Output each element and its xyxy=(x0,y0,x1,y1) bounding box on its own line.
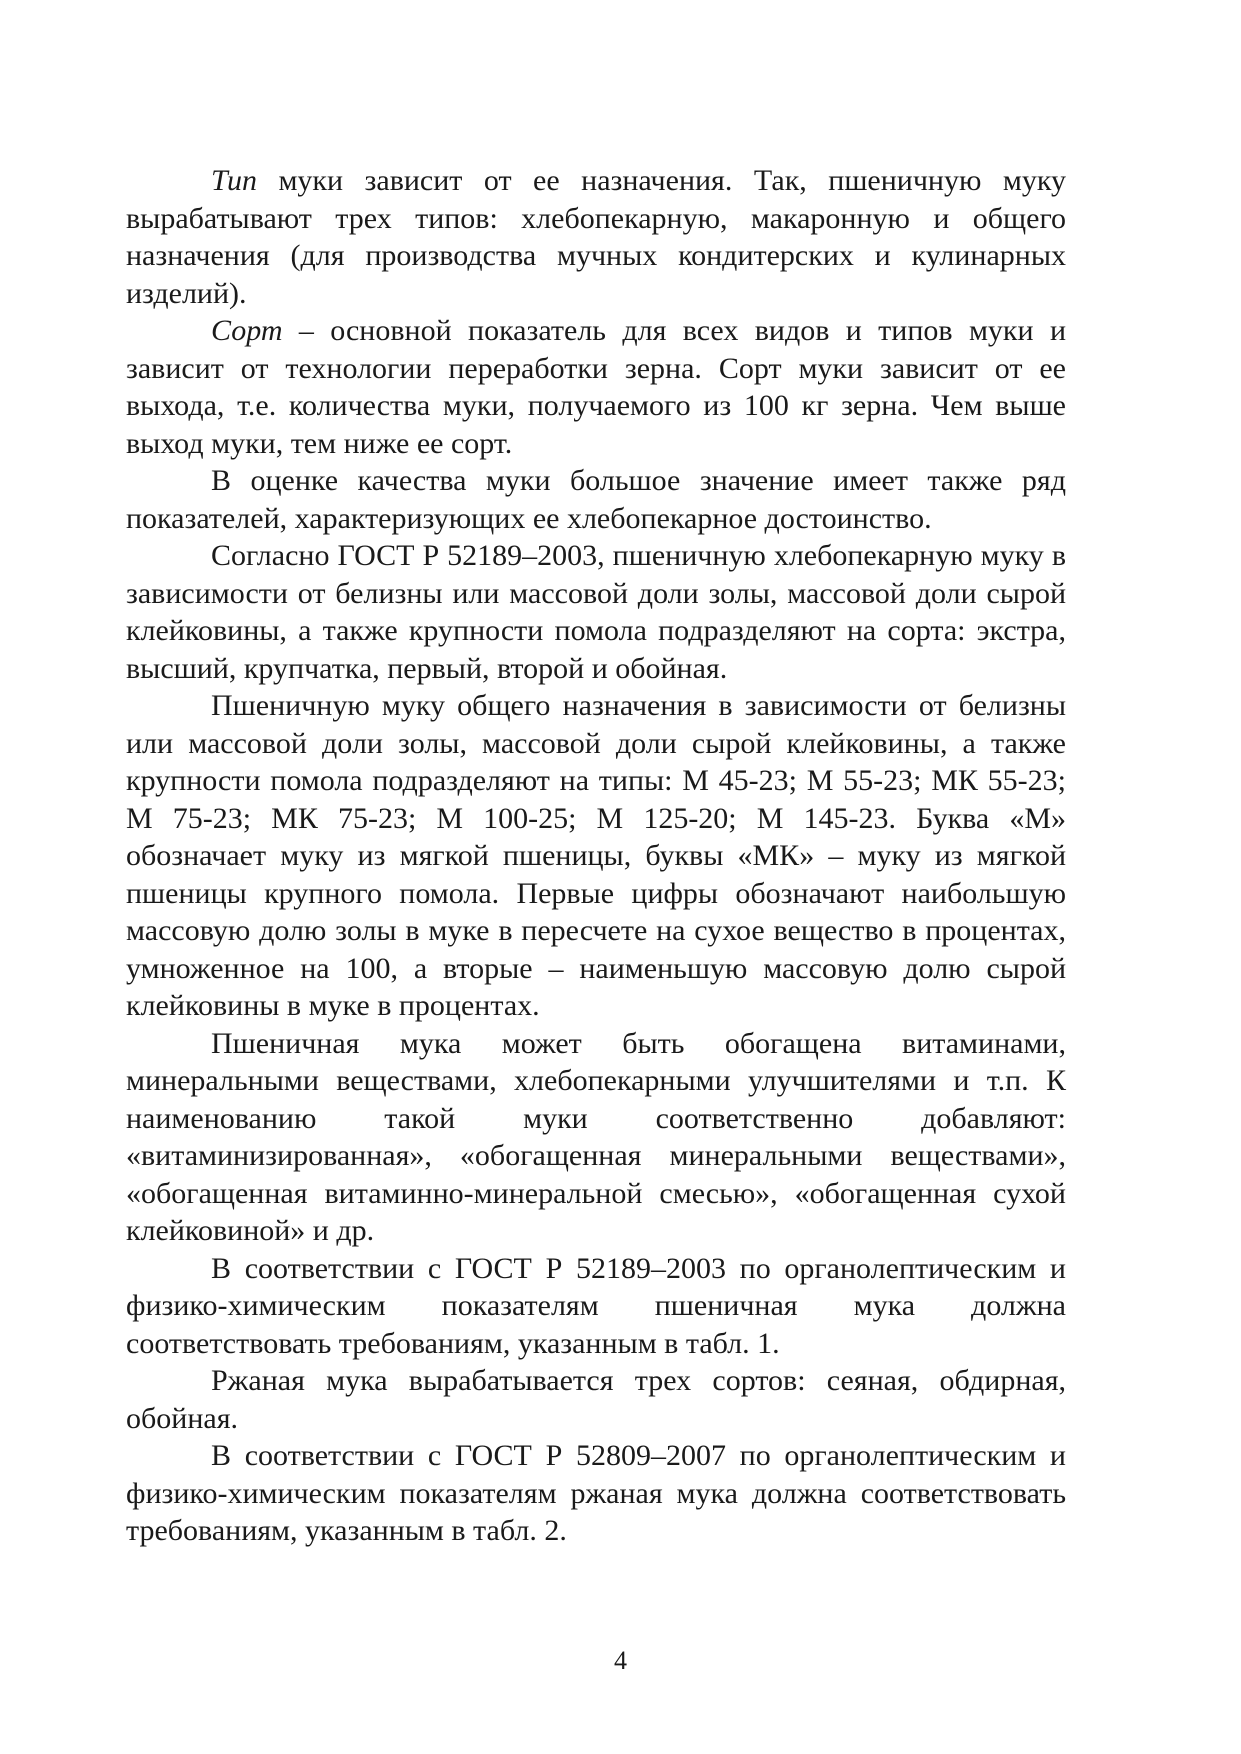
term-grade: Сорт xyxy=(211,314,283,347)
paragraph-text: В соответствии с ГОСТ Р 52189–2003 по органолептическим и физико-химическим показателям пшеничная мука должна соответствовать требованиям, указанным в табл. 1. xyxy=(126,1251,1066,1360)
paragraph-quality-assessment xyxy=(126,462,1066,537)
paragraph-text: Пшеничная мука может быть обогащена витаминами, минеральными веществами, хлебопекарными улучшителями и т.п. К наименованию такой муки соответственно добавляют: «витаминизированная», «обогащенная минеральными веществами», «обогащенная витаминно-минеральной смесью», «обогащенная сухой клейковиной» и др. xyxy=(126,1026,1066,1247)
paragraph-text: муки зависит от ее назначения. Так, пшеничную муку вырабатывают трех типов: хлебопекарную, макаронную и общего назначения (для производства мучных кондитерских и кулинарных изделий). xyxy=(126,164,1066,310)
paragraph-rye-flour-requirements xyxy=(126,1437,1066,1550)
paragraph-text: Пшеничную муку общего назначения в зависимости от белизны или массовой доли золы, массовой доли сырой клейковины, а также крупности помола подразделяют на типы: М 45-23; М 55-23; МК 55-23; М 75-23; МК 75-23; М 100-25; М 125-20; М 145-23. Буква «М» обозначает муку из мягкой пшеницы, буквы «МК» – муку из мягкой пшеницы крупного помола. Первые цифры обозначают наибольшую массовую долю золы в муке в пересчете на сухое вещество в процентах, умноженное на 100, а вторые – наименьшую массовую долю сырой клейковины в муке в процентах. xyxy=(126,689,1066,1022)
page-body xyxy=(126,162,1066,1550)
paragraph-fortified-flour xyxy=(126,1025,1066,1250)
paragraph-grade-definition xyxy=(126,312,1066,462)
paragraph-text: В соответствии с ГОСТ Р 52809–2007 по органолептическим и физико-химическим показателям ржаная мука должна соответствовать требованиям, указанным в табл. 2. xyxy=(126,1439,1066,1547)
paragraph-wheat-bread-flour-grades xyxy=(126,537,1066,687)
paragraph-type-definition xyxy=(126,162,1066,312)
term-type: Тип xyxy=(211,164,257,197)
paragraph-text: В оценке качества муки большое значение имеет также ряд показателей, характеризующих ее хлебопекарное достоинство. xyxy=(126,464,1066,535)
paragraph-wheat-flour-requirements xyxy=(126,1250,1066,1363)
paragraph-rye-flour-grades xyxy=(126,1362,1066,1437)
paragraph-general-purpose-flour-types xyxy=(126,687,1066,1025)
paragraph-text: Ржаная мука вырабатывается трех сортов: сеяная, обдирная, обойная. xyxy=(126,1364,1066,1435)
page-number: 4 xyxy=(614,1646,627,1675)
paragraph-text: – основной показатель для всех видов и типов муки и зависит от технологии переработки зерна. Сорт муки зависит от ее выхода, т.е. количества муки, получаемого из 100 кг зерна. Чем выше выход муки, тем ниже ее сорт. xyxy=(126,314,1066,460)
paragraph-text: Согласно ГОСТ Р 52189–2003, пшеничную хлебопекарную муку в зависимости от белизны или массовой доли золы, массовой доли сырой клейковины, а также крупности помола подразделяют на сорта: экстра, высший, крупчатка, первый, второй и обойная. xyxy=(126,539,1066,685)
